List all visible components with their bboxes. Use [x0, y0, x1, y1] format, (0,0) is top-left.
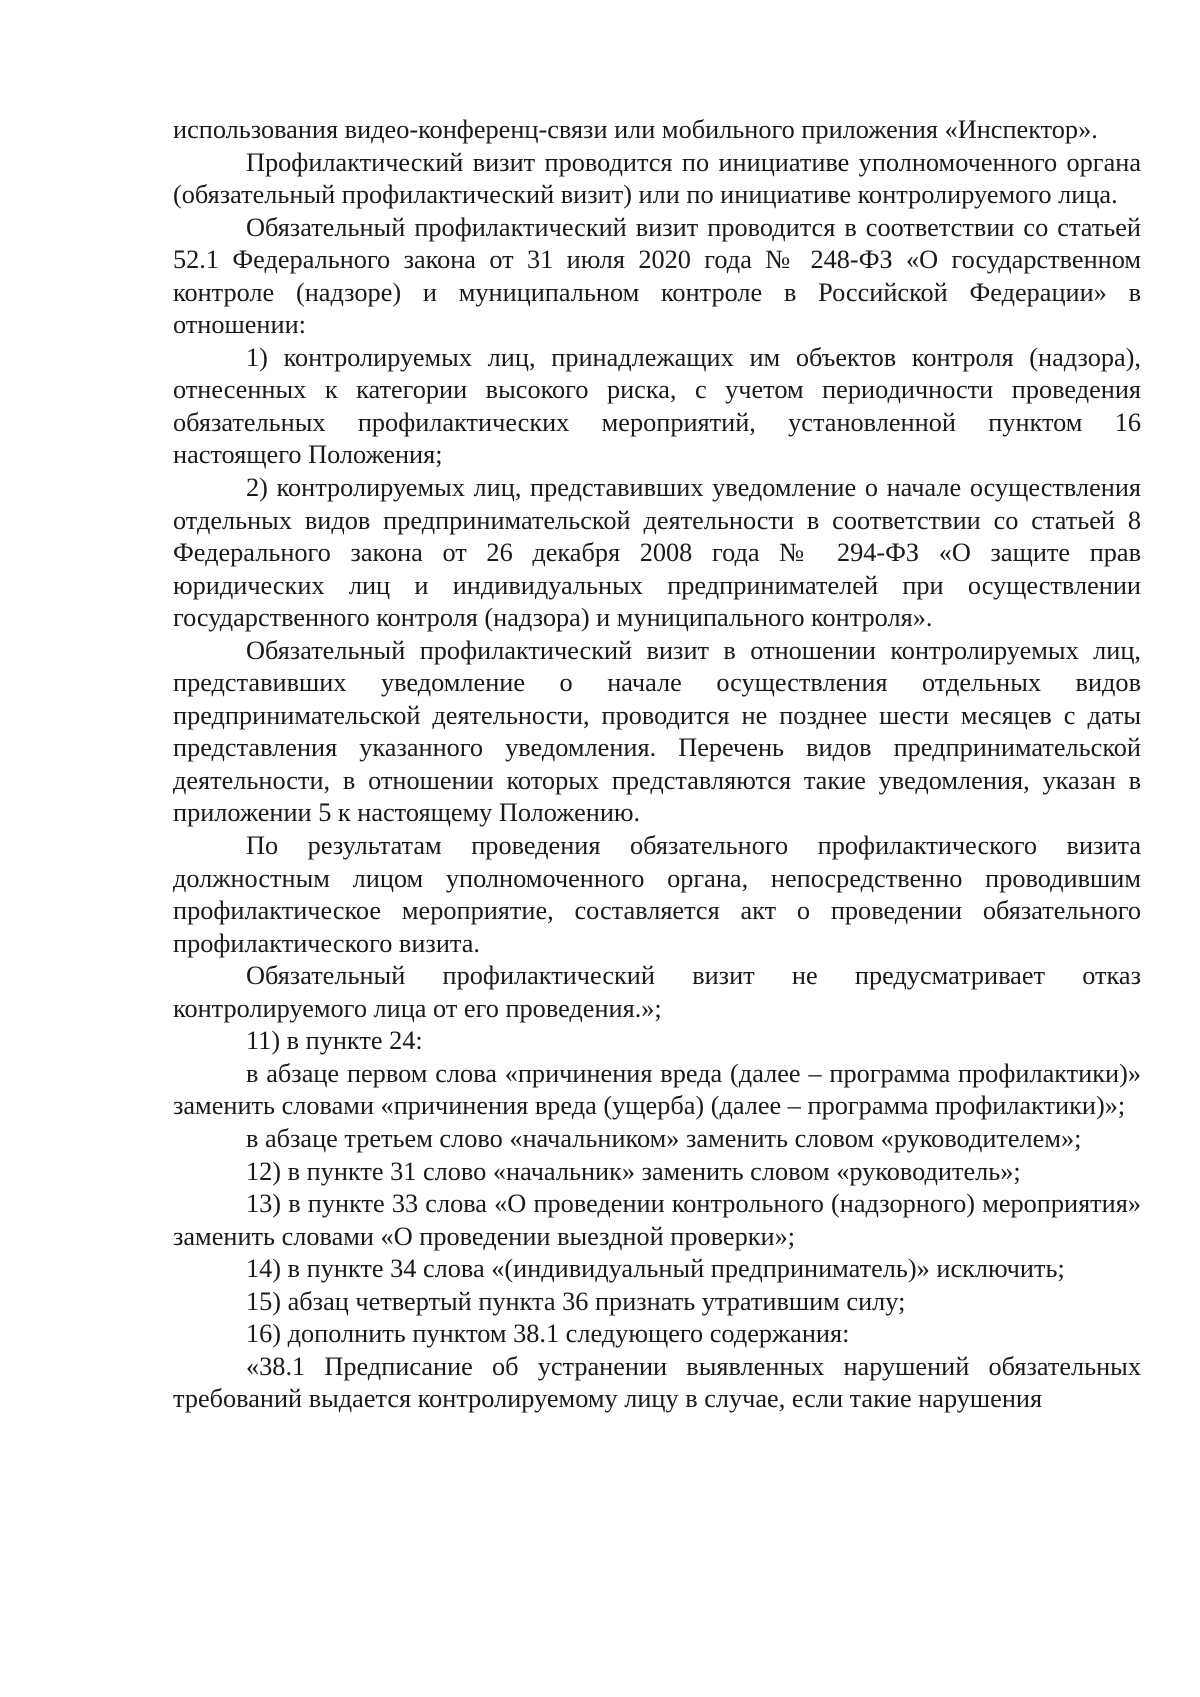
paragraph-visit-act: По результатам проведения обязательного профилактического визита должностным лицом уполномоченного органа, непосредственно проводившим профилактическое мероприятие, составляется акт о проведении обязательного профилактического визита. [173, 831, 1141, 958]
document-body [173, 114, 1141, 1416]
paragraph-notification-deadline: Обязательный профилактический визит в отношении контролируемых лиц, представивших уведомление о начале осуществления отдельных видов предпринимательской деятельности, проводится не позднее шести месяцев с даты представления указанного уведомления. Перечень видов предпринимательской деятельности, в отношении которых представляются такие уведомления, указан в приложении 5 к настоящему Положению. [173, 635, 1141, 828]
paragraph-mandatory-visit: Обязательный профилактический визит проводится в соответствии со статьей 52.1 Федерального закона от 31 июля 2020 года № 248-ФЗ «О государственном контроле (надзоре) и муниципальном контроле в Российской Федерации» в отношении: [173, 212, 1141, 340]
list-item-2: 2) контролируемых лиц, представивших уведомление о начале осуществления отдельных видов предпринимательской деятельности в соответствии со статьей 8 Федерального закона от 26 декабря 2008 года № 294-ФЗ «О защите прав юридических лиц и индивидуальных предпринимателей при осуществлении государственного контроля (надзора) и муниципального контроля». [173, 473, 1141, 633]
amendment-item-11: 11) в пункте 24: [246, 1026, 423, 1056]
amendment-item-14: 14) в пункте 34 слова «(индивидуальный предприниматель)» исключить; [246, 1254, 1065, 1284]
paragraph-visit-initiative: Профилактический визит проводится по инициативе уполномоченного органа (обязательный профилактический визит) или по инициативе контролируемого лица. [173, 147, 1141, 210]
clause-38-1: «38.1 Предписание об устранении выявленных нарушений обязательных требований выдается контролируемому лицу в случае, если такие нарушения [173, 1351, 1141, 1414]
paragraph-continuation: использования видео-конференц-связи или мобильного приложения «Инспектор». [173, 115, 1098, 144]
amendment-item-16: 16) дополнить пунктом 38.1 следующего содержания: [246, 1319, 850, 1349]
paragraph-no-refusal: Обязательный профилактический визит не предусматривает отказ контролируемого лица от его проведения.»; [173, 961, 1141, 1023]
amendment-item-12: 12) в пункте 31 слово «начальник» заменить словом «руководитель»; [246, 1156, 1021, 1186]
amendment-item-15: 15) абзац четвертый пункта 36 признать утратившим силу; [246, 1286, 906, 1316]
amendment-item-13: 13) в пункте 33 слова «О проведении контрольного (надзорного) мероприятия» заменить словами «О проведении выездной проверки»; [173, 1189, 1141, 1251]
amendment-item-11-first-paragraph: в абзаце первом слова «причинения вреда (далее – программа профилактики)» заменить словами «причинения вреда (ущерба) (далее – программа профилактики)»; [173, 1058, 1141, 1121]
list-item-1: 1) контролируемых лиц, принадлежащих им объектов контроля (надзора), отнесенных к категории высокого риска, с учетом периодичности проведения обязательных профилактических мероприятий, установленной пунктом 16 настоящего Положения; [173, 342, 1141, 470]
amendment-item-11-third-paragraph: в абзаце третьем слово «начальником» заменить словом «руководителем»; [246, 1123, 1082, 1153]
